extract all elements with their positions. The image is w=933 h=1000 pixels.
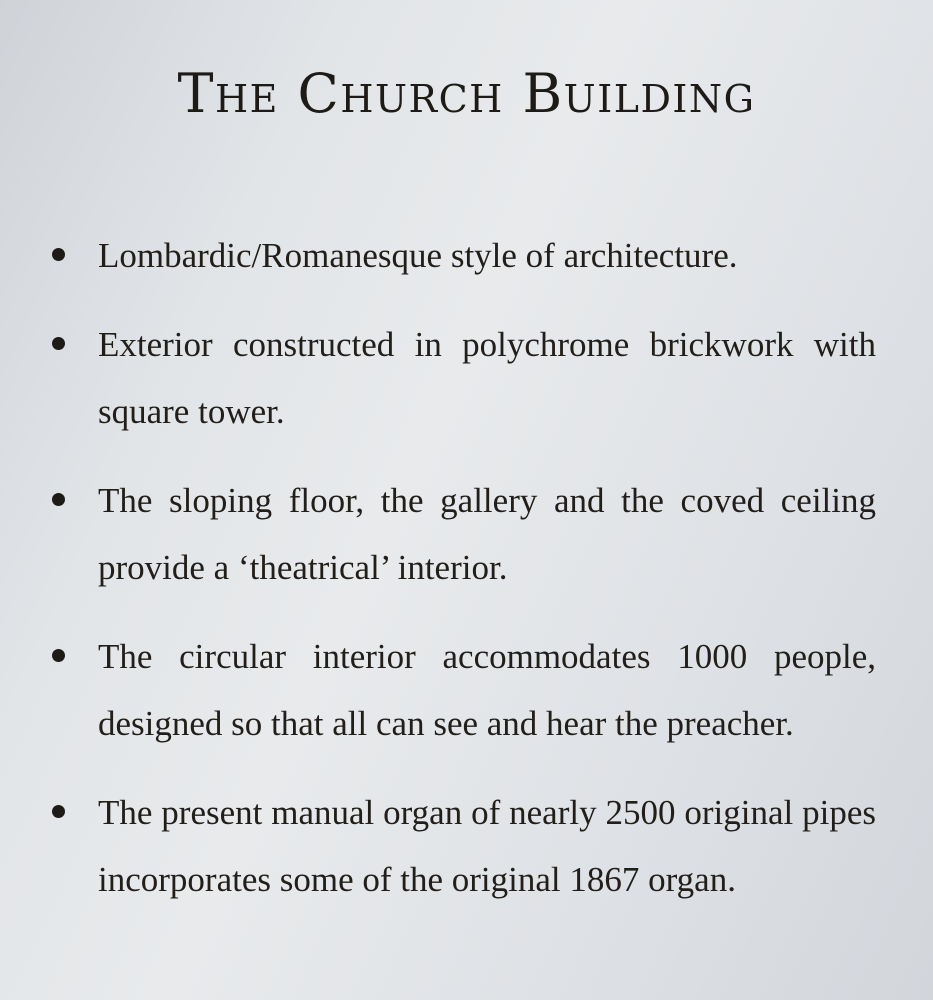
bullet-dot-icon <box>52 649 65 662</box>
bullet-item-interior-features <box>48 467 876 601</box>
bullet-dot-icon <box>52 337 65 350</box>
bullet-text: The sloping floor, the gallery and the coved ceiling provide a ‘theatrical’ interior. <box>98 481 876 587</box>
bullet-item-style <box>48 222 876 289</box>
bullet-item-organ <box>48 779 876 913</box>
bullet-text: Exterior constructed in polychrome brickwork with square tower. <box>98 325 876 431</box>
bullet-item-capacity <box>48 623 876 757</box>
bullet-item-exterior <box>48 311 876 445</box>
bullet-list <box>48 222 876 935</box>
bullet-dot-icon <box>52 493 65 506</box>
bullet-text: The present manual organ of nearly 2500 original pipes incorporates some of the original 1867 organ. <box>98 793 876 899</box>
page-title: The Church Building <box>177 62 756 125</box>
bullet-dot-icon <box>52 805 65 818</box>
bullet-dot-icon <box>52 248 65 261</box>
bullet-text: Lombardic/Romanesque style of architecture. <box>98 236 738 275</box>
bullet-text: The circular interior accommodates 1000 people, designed so that all can see and hear the preacher. <box>98 637 876 743</box>
